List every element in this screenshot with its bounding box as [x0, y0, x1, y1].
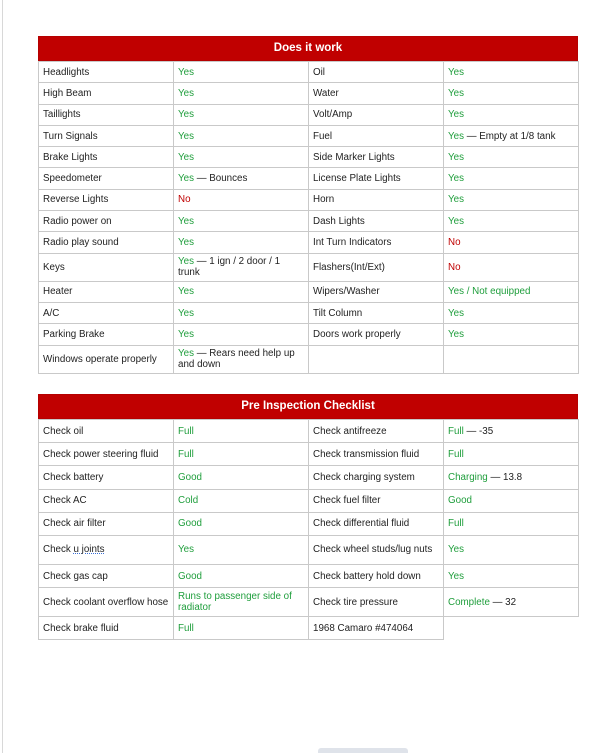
table-row: [39, 83, 579, 104]
item-label: Turn Signals: [43, 130, 98, 142]
item-label-cell: [39, 617, 174, 640]
item-label-cell: [309, 535, 444, 564]
item-label: Keys: [43, 261, 65, 273]
item-label-cell: [39, 564, 174, 587]
item-status: Yes: [178, 215, 194, 227]
table-row: [39, 420, 579, 443]
status-note: — Empty at 1/8 tank: [463, 130, 556, 142]
table-row: [39, 253, 579, 281]
item-label-cell: [309, 253, 444, 281]
item-label-cell: [39, 168, 174, 189]
item-label: Check AC: [43, 495, 87, 507]
table-row: [39, 466, 579, 489]
item-label-cell: [39, 125, 174, 146]
item-status-cell: [174, 535, 309, 564]
item-status: Yes: [448, 328, 464, 340]
item-label: Check power steering fluid: [43, 448, 159, 460]
item-label: Radio play sound: [43, 237, 119, 249]
item-label: Int Turn Indicators: [313, 237, 392, 249]
item-label-cell: [39, 281, 174, 302]
item-status: Full: [448, 448, 464, 460]
item-status: Full: [178, 622, 194, 634]
item-label: Dash Lights: [313, 215, 365, 227]
item-status: Yes: [178, 286, 194, 298]
item-label-cell: [39, 324, 174, 345]
pre-inspection-table: [38, 419, 579, 640]
item-status: Yes: [178, 173, 194, 185]
item-label-cell: [309, 489, 444, 512]
item-status: Yes: [448, 215, 464, 227]
item-label: Taillights: [43, 109, 81, 121]
item-label: Check fuel filter: [313, 495, 381, 507]
item-label-cell: [39, 253, 174, 281]
item-status-cell: [174, 489, 309, 512]
item-status-cell: [174, 617, 309, 640]
item-status: Yes: [448, 194, 464, 206]
item-label: Tilt Column: [313, 307, 363, 319]
table-row: [39, 232, 579, 253]
item-label: Fuel: [313, 130, 333, 142]
table-row: [39, 281, 579, 302]
item-label: Check battery: [43, 471, 104, 483]
item-label: Horn: [313, 194, 335, 206]
table-row: [39, 324, 579, 345]
item-label: 1968 Camaro #474064: [313, 622, 414, 634]
table-row: [39, 535, 579, 564]
item-label-cell: [309, 345, 444, 373]
item-label-cell: [39, 211, 174, 232]
item-label-cell: [39, 443, 174, 466]
table-row: [39, 211, 579, 232]
item-label-cell: [39, 189, 174, 210]
item-status: Yes: [178, 348, 194, 360]
item-status-cell: [174, 512, 309, 535]
item-label-cell: [39, 302, 174, 323]
item-status-cell: [174, 147, 309, 168]
item-label-cell: [309, 420, 444, 443]
table-row: [39, 62, 579, 83]
item-label: Side Marker Lights: [313, 151, 395, 163]
item-label-cell: [309, 232, 444, 253]
item-label-cell: [39, 535, 174, 564]
item-label: Check gas cap: [43, 570, 108, 582]
item-status-cell: [444, 466, 579, 489]
table-row: [39, 489, 579, 512]
item-status-cell: [174, 189, 309, 210]
item-status-cell: [444, 281, 579, 302]
item-status-cell: [174, 253, 309, 281]
section-header: Pre Inspection Checklist: [38, 394, 578, 419]
item-label-cell: [309, 147, 444, 168]
item-label: Check tire pressure: [313, 596, 398, 608]
item-label-cell: [309, 564, 444, 587]
item-status: Full: [448, 518, 464, 530]
item-label: Volt/Amp: [313, 109, 353, 121]
table-row: [39, 345, 579, 373]
item-status: Yes: [178, 130, 194, 142]
item-label: Oil: [313, 66, 325, 78]
item-label: License Plate Lights: [313, 173, 401, 185]
item-label-cell: [39, 62, 174, 83]
item-status-cell: [444, 62, 579, 83]
item-status-cell: [174, 104, 309, 125]
item-status-cell: [444, 302, 579, 323]
item-label-cell: [39, 489, 174, 512]
item-label: Check charging system: [313, 471, 415, 483]
item-status-cell: [444, 253, 579, 281]
item-label: High Beam: [43, 87, 92, 99]
item-label-cell: [39, 466, 174, 489]
item-label: Doors work properly: [313, 328, 401, 340]
item-status: Full: [178, 425, 194, 437]
item-label: Check coolant overflow hose: [43, 596, 169, 608]
item-label-cell: [39, 104, 174, 125]
item-status: Yes: [448, 173, 464, 185]
item-status: Good: [178, 518, 202, 530]
item-label-cell: [309, 302, 444, 323]
page-scroll-indicator[interactable]: [318, 748, 408, 753]
item-label-cell: [39, 147, 174, 168]
item-status: Charging: [448, 471, 488, 483]
item-status: Yes: [448, 109, 464, 121]
item-label: Reverse Lights: [43, 194, 109, 206]
item-label: Windows operate properly: [43, 353, 157, 365]
item-status: Complete: [448, 596, 490, 608]
item-status-cell: [444, 512, 579, 535]
item-label-cell: [309, 168, 444, 189]
item-status: Yes: [178, 109, 194, 121]
item-status-cell: [444, 489, 579, 512]
item-status: Yes: [178, 237, 194, 249]
item-status: Yes: [448, 66, 464, 78]
item-label: Check antifreeze: [313, 425, 387, 437]
item-label: Heater: [43, 286, 73, 298]
item-status: Yes: [178, 66, 194, 78]
item-status-cell: [444, 617, 579, 640]
item-status: Good: [178, 471, 202, 483]
item-label: Radio power on: [43, 215, 112, 227]
item-status-cell: [174, 345, 309, 373]
pre-inspection-section: [38, 394, 578, 640]
item-label-cell: [39, 83, 174, 104]
item-status-cell: [174, 232, 309, 253]
item-status: No: [448, 261, 461, 273]
item-status-cell: [174, 564, 309, 587]
item-status: Yes: [448, 307, 464, 319]
item-label: Check oil: [43, 425, 84, 437]
item-status-cell: [444, 83, 579, 104]
item-status: Yes: [178, 151, 194, 163]
item-label-cell: [309, 466, 444, 489]
item-status-cell: [444, 125, 579, 146]
status-note: — Rears need help up and down: [178, 348, 295, 371]
item-label-cell: [309, 104, 444, 125]
item-status-cell: [174, 83, 309, 104]
item-status-cell: [174, 466, 309, 489]
table-row: [39, 189, 579, 210]
table-row: [39, 512, 579, 535]
item-status-cell: [174, 588, 309, 617]
table-row: [39, 147, 579, 168]
item-label: Parking Brake: [43, 328, 105, 340]
item-status: Yes: [448, 87, 464, 99]
item-label: A/C: [43, 307, 60, 319]
item-label-cell: [39, 588, 174, 617]
item-label-cell: [309, 211, 444, 232]
item-status-cell: [444, 104, 579, 125]
item-label: Check differential fluid: [313, 518, 410, 530]
item-label-cell: [309, 588, 444, 617]
item-status-cell: [444, 324, 579, 345]
item-status: Yes: [178, 87, 194, 99]
item-label-cell: [309, 281, 444, 302]
item-label-cell: [309, 443, 444, 466]
status-note: — 32: [489, 596, 517, 608]
item-status-cell: [174, 443, 309, 466]
item-status-cell: [174, 168, 309, 189]
item-status: Full: [448, 425, 464, 437]
item-label: Brake Lights: [43, 151, 98, 163]
item-status-cell: [444, 420, 579, 443]
item-label-cell: [39, 512, 174, 535]
item-label-cell: [309, 189, 444, 210]
item-status: Yes: [448, 570, 464, 582]
item-label: Check battery hold down: [313, 570, 421, 582]
item-status: No: [448, 237, 461, 249]
status-note: — 1 ign / 2 door / 1 trunk: [178, 256, 281, 279]
item-status-cell: [174, 211, 309, 232]
item-status-cell: [444, 232, 579, 253]
status-note: — 13.8: [487, 471, 523, 483]
item-status-cell: [444, 588, 579, 617]
item-label: Check u joints: [43, 544, 105, 556]
item-status: Cold: [178, 495, 199, 507]
item-status-cell: [174, 302, 309, 323]
does-it-work-section: [38, 36, 578, 374]
item-status: No: [178, 194, 191, 206]
status-note: — Bounces: [193, 173, 248, 185]
item-label: Headlights: [43, 66, 90, 78]
table-row: [39, 168, 579, 189]
item-status-cell: [444, 345, 579, 373]
item-label-cell: [309, 125, 444, 146]
item-status-cell: [174, 281, 309, 302]
item-label: Check transmission fluid: [313, 448, 420, 460]
table-row: [39, 588, 579, 617]
item-status: Runs to passenger side of radiator: [178, 591, 292, 614]
item-status: Yes: [448, 151, 464, 163]
item-status: Yes: [448, 130, 464, 142]
item-status-cell: [174, 62, 309, 83]
item-status-cell: [444, 443, 579, 466]
item-status-cell: [444, 189, 579, 210]
item-status-cell: [444, 211, 579, 232]
item-status-cell: [174, 324, 309, 345]
item-status-cell: [444, 535, 579, 564]
table-row: [39, 564, 579, 587]
item-label-cell: [309, 62, 444, 83]
does-it-work-table: [38, 61, 579, 374]
item-status: Good: [178, 570, 202, 582]
table-row: [39, 104, 579, 125]
item-status-cell: [174, 125, 309, 146]
item-status: Full: [178, 448, 194, 460]
item-label-cell: [309, 512, 444, 535]
table-row: [39, 302, 579, 323]
page-left-edge: [2, 0, 3, 753]
item-label: Check air filter: [43, 518, 106, 530]
section-header: Does it work: [38, 36, 578, 61]
item-label: Wipers/Washer: [313, 286, 380, 298]
item-status-cell: [444, 168, 579, 189]
item-label-cell: [309, 83, 444, 104]
table-row: [39, 617, 579, 640]
item-label-cell: [39, 232, 174, 253]
item-label: Water: [313, 87, 339, 99]
item-status: Yes: [448, 544, 464, 556]
item-status: Yes: [178, 328, 194, 340]
item-status-cell: [444, 564, 579, 587]
item-label: Check brake fluid: [43, 622, 119, 634]
item-status: Yes: [178, 307, 194, 319]
item-label-cell: [39, 345, 174, 373]
item-status: Good: [448, 495, 472, 507]
table-row: [39, 125, 579, 146]
item-status: Yes: [178, 256, 194, 268]
table-row: [39, 443, 579, 466]
item-label-cell: [309, 324, 444, 345]
item-status: Yes / Not equipped: [448, 286, 531, 298]
item-label: Check wheel studs/lug nuts: [313, 544, 433, 556]
item-status-cell: [174, 420, 309, 443]
item-status-cell: [444, 147, 579, 168]
status-note: — -35: [463, 425, 494, 437]
item-label: Speedometer: [43, 173, 102, 185]
item-label: Flashers(Int/Ext): [313, 261, 385, 273]
item-status: Yes: [178, 544, 194, 556]
item-label-cell: [309, 617, 444, 640]
item-label-cell: [39, 420, 174, 443]
